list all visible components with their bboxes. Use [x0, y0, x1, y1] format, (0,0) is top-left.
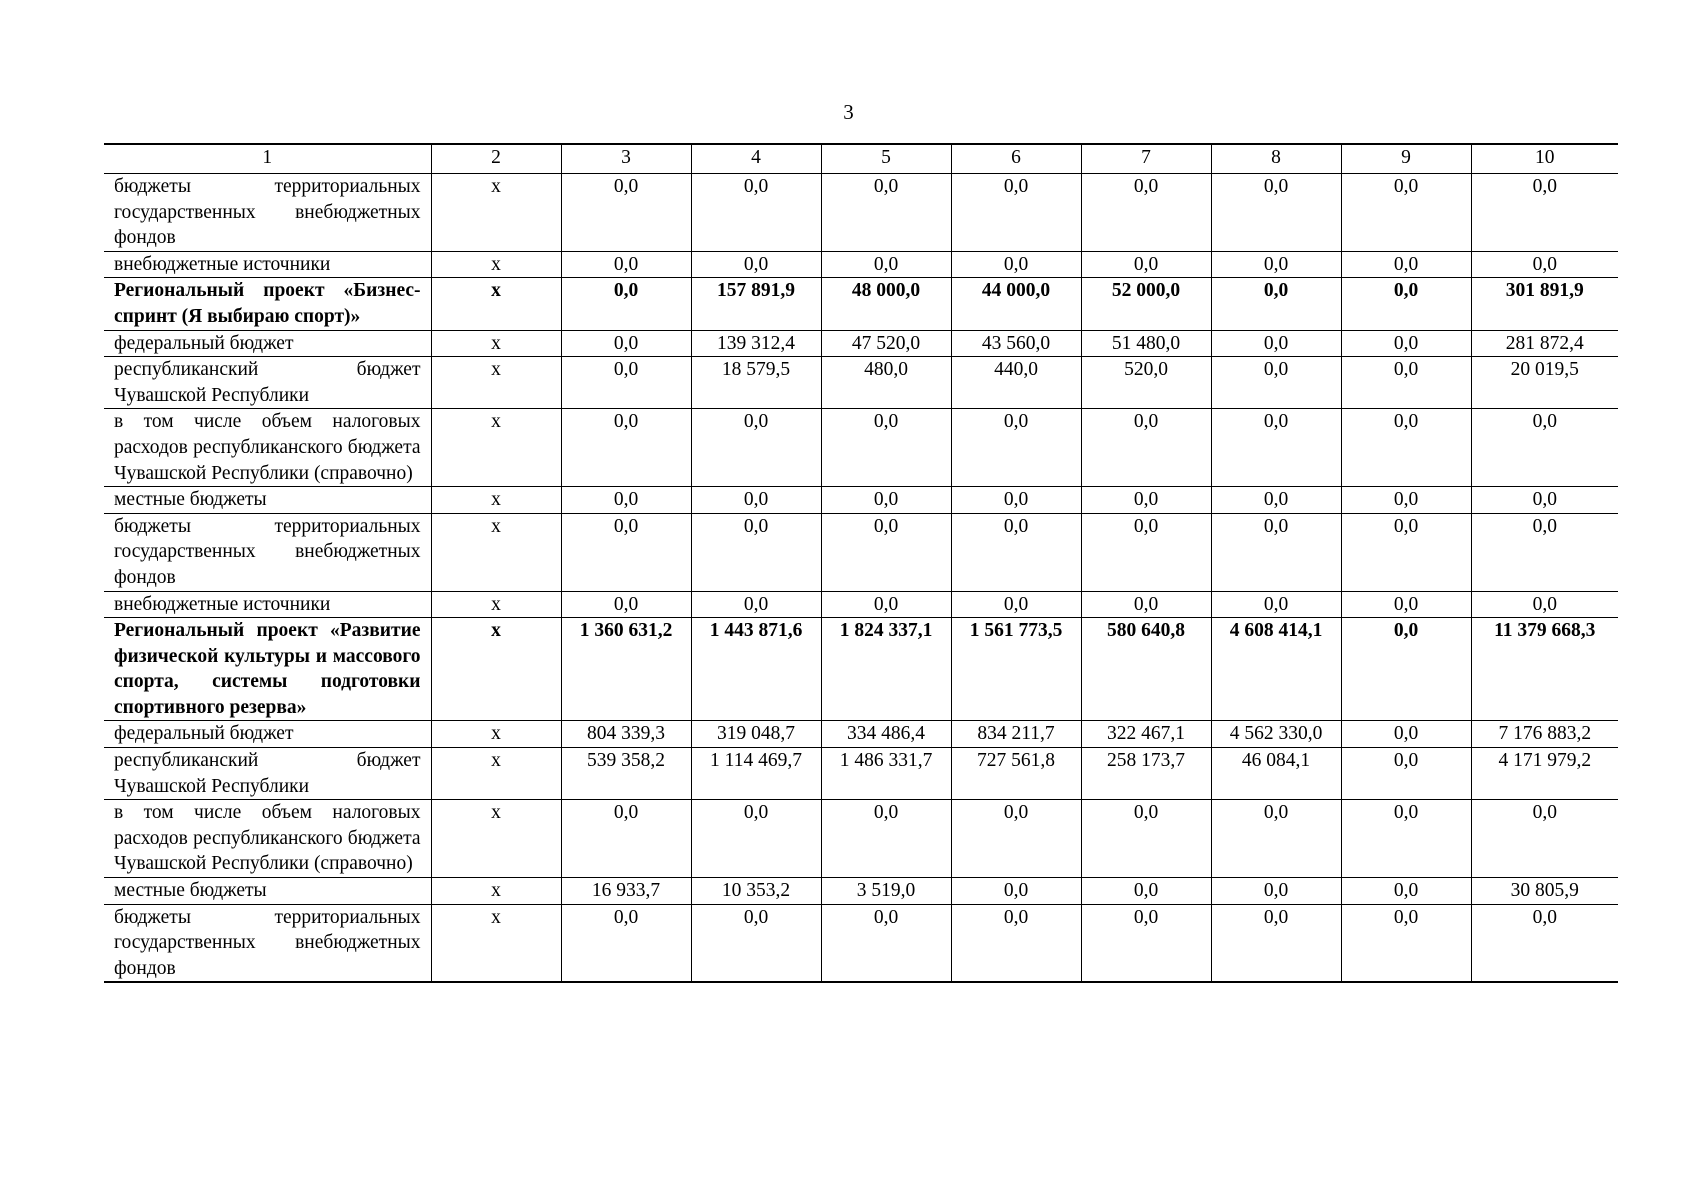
- value-cell-col-2: х: [431, 904, 561, 982]
- value-cell-col-10: 0,0: [1471, 251, 1618, 278]
- table-row: [104, 878, 1618, 905]
- value-cell-col-6: 0,0: [951, 251, 1081, 278]
- value-cell-col-6: 440,0: [951, 357, 1081, 409]
- row-label-cell: федеральный бюджет: [104, 721, 431, 748]
- row-label-cell: Региональный проект «Развитие физической культуры и массового спорта, системы подготовки спортивного резерва»: [104, 618, 431, 721]
- value-cell-col-3: 0,0: [561, 800, 691, 878]
- value-cell-col-6: 0,0: [951, 409, 1081, 487]
- value-cell-col-10: 0,0: [1471, 591, 1618, 618]
- value-cell-col-4: 10 353,2: [691, 878, 821, 905]
- row-label-cell: внебюджетные источники: [104, 591, 431, 618]
- value-cell-col-9: 0,0: [1341, 357, 1471, 409]
- value-cell-col-9: 0,0: [1341, 904, 1471, 982]
- value-cell-col-5: 1 824 337,1: [821, 618, 951, 721]
- value-cell-col-3: 804 339,3: [561, 721, 691, 748]
- value-cell-col-3: 0,0: [561, 278, 691, 330]
- budget-table: [104, 143, 1618, 983]
- header-cell-10: 10: [1471, 144, 1618, 174]
- value-cell-col-2: х: [431, 878, 561, 905]
- value-cell-col-9: 0,0: [1341, 748, 1471, 800]
- value-cell-col-9: 0,0: [1341, 278, 1471, 330]
- value-cell-col-8: 0,0: [1211, 487, 1341, 514]
- value-cell-col-5: 0,0: [821, 904, 951, 982]
- value-cell-col-3: 1 360 631,2: [561, 618, 691, 721]
- value-cell-col-10: 0,0: [1471, 174, 1618, 252]
- header-cell-1: 1: [104, 144, 431, 174]
- row-label-cell: местные бюджеты: [104, 878, 431, 905]
- table-row: [104, 251, 1618, 278]
- row-label-cell: бюджеты территориальных государственных внебюджетных фондов: [104, 513, 431, 591]
- value-cell-col-10: 0,0: [1471, 513, 1618, 591]
- value-cell-col-2: х: [431, 513, 561, 591]
- value-cell-col-4: 319 048,7: [691, 721, 821, 748]
- value-cell-col-9: 0,0: [1341, 591, 1471, 618]
- value-cell-col-4: 0,0: [691, 251, 821, 278]
- header-cell-8: 8: [1211, 144, 1341, 174]
- value-cell-col-8: 0,0: [1211, 174, 1341, 252]
- value-cell-col-3: 0,0: [561, 409, 691, 487]
- value-cell-col-4: 18 579,5: [691, 357, 821, 409]
- value-cell-col-7: 0,0: [1081, 487, 1211, 514]
- page-number: 3: [843, 100, 854, 124]
- value-cell-col-10: 0,0: [1471, 800, 1618, 878]
- value-cell-col-6: 834 211,7: [951, 721, 1081, 748]
- table-row: [104, 721, 1618, 748]
- row-label-cell: в том числе объем налоговых расходов республиканского бюджета Чувашской Республики (справочно): [104, 409, 431, 487]
- table-row: [104, 591, 1618, 618]
- value-cell-col-6: 0,0: [951, 591, 1081, 618]
- value-cell-col-4: 1 114 469,7: [691, 748, 821, 800]
- value-cell-col-8: 0,0: [1211, 330, 1341, 357]
- row-label-cell: бюджеты территориальных государственных внебюджетных фондов: [104, 174, 431, 252]
- value-cell-col-8: 0,0: [1211, 357, 1341, 409]
- value-cell-col-9: 0,0: [1341, 800, 1471, 878]
- value-cell-col-3: 0,0: [561, 904, 691, 982]
- value-cell-col-7: 51 480,0: [1081, 330, 1211, 357]
- value-cell-col-4: 157 891,9: [691, 278, 821, 330]
- value-cell-col-10: 11 379 668,3: [1471, 618, 1618, 721]
- value-cell-col-8: 0,0: [1211, 251, 1341, 278]
- value-cell-col-2: х: [431, 330, 561, 357]
- value-cell-col-4: 139 312,4: [691, 330, 821, 357]
- value-cell-col-5: 3 519,0: [821, 878, 951, 905]
- value-cell-col-5: 480,0: [821, 357, 951, 409]
- table-row: [104, 357, 1618, 409]
- table-row: [104, 487, 1618, 514]
- value-cell-col-4: 0,0: [691, 174, 821, 252]
- value-cell-col-2: х: [431, 748, 561, 800]
- row-label-cell: бюджеты территориальных государственных внебюджетных фондов: [104, 904, 431, 982]
- value-cell-col-8: 4 562 330,0: [1211, 721, 1341, 748]
- value-cell-col-7: 258 173,7: [1081, 748, 1211, 800]
- value-cell-col-7: 0,0: [1081, 409, 1211, 487]
- table-row: [104, 278, 1618, 330]
- value-cell-col-8: 0,0: [1211, 409, 1341, 487]
- value-cell-col-3: 0,0: [561, 251, 691, 278]
- value-cell-col-10: 0,0: [1471, 487, 1618, 514]
- row-label-cell: Региональный проект «Бизнес-спринт (Я выбираю спорт)»: [104, 278, 431, 330]
- value-cell-col-4: 1 443 871,6: [691, 618, 821, 721]
- value-cell-col-9: 0,0: [1341, 409, 1471, 487]
- value-cell-col-7: 52 000,0: [1081, 278, 1211, 330]
- value-cell-col-7: 0,0: [1081, 251, 1211, 278]
- value-cell-col-7: 0,0: [1081, 800, 1211, 878]
- value-cell-col-2: х: [431, 721, 561, 748]
- value-cell-col-9: 0,0: [1341, 721, 1471, 748]
- value-cell-col-10: 0,0: [1471, 409, 1618, 487]
- value-cell-col-5: 1 486 331,7: [821, 748, 951, 800]
- value-cell-col-6: 0,0: [951, 174, 1081, 252]
- value-cell-col-7: 520,0: [1081, 357, 1211, 409]
- value-cell-col-3: 0,0: [561, 357, 691, 409]
- value-cell-col-3: 0,0: [561, 513, 691, 591]
- value-cell-col-2: х: [431, 618, 561, 721]
- value-cell-col-10: 30 805,9: [1471, 878, 1618, 905]
- value-cell-col-8: 0,0: [1211, 800, 1341, 878]
- value-cell-col-4: 0,0: [691, 800, 821, 878]
- value-cell-col-9: 0,0: [1341, 878, 1471, 905]
- value-cell-col-5: 0,0: [821, 591, 951, 618]
- value-cell-col-8: 4 608 414,1: [1211, 618, 1341, 721]
- row-label-cell: внебюджетные источники: [104, 251, 431, 278]
- value-cell-col-8: 0,0: [1211, 904, 1341, 982]
- value-cell-col-5: 334 486,4: [821, 721, 951, 748]
- value-cell-col-6: 0,0: [951, 800, 1081, 878]
- row-label-cell: в том числе объем налоговых расходов республиканского бюджета Чувашской Республики (справочно): [104, 800, 431, 878]
- value-cell-col-10: 7 176 883,2: [1471, 721, 1618, 748]
- header-cell-6: 6: [951, 144, 1081, 174]
- value-cell-col-9: 0,0: [1341, 330, 1471, 357]
- value-cell-col-5: 0,0: [821, 409, 951, 487]
- value-cell-col-3: 0,0: [561, 591, 691, 618]
- value-cell-col-6: 0,0: [951, 904, 1081, 982]
- header-cell-5: 5: [821, 144, 951, 174]
- value-cell-col-7: 0,0: [1081, 904, 1211, 982]
- row-label-cell: местные бюджеты: [104, 487, 431, 514]
- value-cell-col-8: 0,0: [1211, 878, 1341, 905]
- value-cell-col-4: 0,0: [691, 409, 821, 487]
- value-cell-col-4: 0,0: [691, 487, 821, 514]
- value-cell-col-2: х: [431, 251, 561, 278]
- table-row: [104, 618, 1618, 721]
- value-cell-col-6: 43 560,0: [951, 330, 1081, 357]
- value-cell-col-5: 0,0: [821, 513, 951, 591]
- value-cell-col-5: 0,0: [821, 174, 951, 252]
- table-row: [104, 800, 1618, 878]
- value-cell-col-2: х: [431, 487, 561, 514]
- value-cell-col-7: 0,0: [1081, 174, 1211, 252]
- value-cell-col-5: 47 520,0: [821, 330, 951, 357]
- table-row: [104, 513, 1618, 591]
- value-cell-col-10: 0,0: [1471, 904, 1618, 982]
- header-cell-2: 2: [431, 144, 561, 174]
- header-cell-9: 9: [1341, 144, 1471, 174]
- value-cell-col-10: 4 171 979,2: [1471, 748, 1618, 800]
- value-cell-col-4: 0,0: [691, 513, 821, 591]
- value-cell-col-7: 0,0: [1081, 513, 1211, 591]
- value-cell-col-5: 0,0: [821, 487, 951, 514]
- value-cell-col-6: 0,0: [951, 878, 1081, 905]
- value-cell-col-5: 48 000,0: [821, 278, 951, 330]
- value-cell-col-2: х: [431, 591, 561, 618]
- table-header-row: [104, 144, 1618, 174]
- value-cell-col-10: 20 019,5: [1471, 357, 1618, 409]
- value-cell-col-9: 0,0: [1341, 251, 1471, 278]
- header-cell-4: 4: [691, 144, 821, 174]
- table-row: [104, 748, 1618, 800]
- value-cell-col-6: 0,0: [951, 513, 1081, 591]
- value-cell-col-4: 0,0: [691, 591, 821, 618]
- value-cell-col-2: х: [431, 278, 561, 330]
- value-cell-col-9: 0,0: [1341, 618, 1471, 721]
- row-label-cell: республиканский бюджет Чувашской Республики: [104, 357, 431, 409]
- value-cell-col-9: 0,0: [1341, 174, 1471, 252]
- value-cell-col-2: х: [431, 174, 561, 252]
- value-cell-col-8: 0,0: [1211, 278, 1341, 330]
- value-cell-col-5: 0,0: [821, 251, 951, 278]
- value-cell-col-6: 44 000,0: [951, 278, 1081, 330]
- value-cell-col-3: 0,0: [561, 330, 691, 357]
- value-cell-col-3: 0,0: [561, 487, 691, 514]
- value-cell-col-7: 0,0: [1081, 591, 1211, 618]
- value-cell-col-2: х: [431, 409, 561, 487]
- value-cell-col-6: 0,0: [951, 487, 1081, 514]
- value-cell-col-3: 0,0: [561, 174, 691, 252]
- header-cell-3: 3: [561, 144, 691, 174]
- value-cell-col-4: 0,0: [691, 904, 821, 982]
- value-cell-col-8: 46 084,1: [1211, 748, 1341, 800]
- value-cell-col-7: 0,0: [1081, 878, 1211, 905]
- header-cell-7: 7: [1081, 144, 1211, 174]
- value-cell-col-7: 580 640,8: [1081, 618, 1211, 721]
- value-cell-col-2: х: [431, 357, 561, 409]
- value-cell-col-9: 0,0: [1341, 487, 1471, 514]
- value-cell-col-2: х: [431, 800, 561, 878]
- value-cell-col-7: 322 467,1: [1081, 721, 1211, 748]
- table-row: [104, 904, 1618, 982]
- value-cell-col-3: 16 933,7: [561, 878, 691, 905]
- table-row: [104, 409, 1618, 487]
- value-cell-col-5: 0,0: [821, 800, 951, 878]
- table-row: [104, 330, 1618, 357]
- value-cell-col-8: 0,0: [1211, 513, 1341, 591]
- row-label-cell: республиканский бюджет Чувашской Республики: [104, 748, 431, 800]
- value-cell-col-6: 1 561 773,5: [951, 618, 1081, 721]
- table-body: [104, 144, 1618, 982]
- value-cell-col-8: 0,0: [1211, 591, 1341, 618]
- row-label-cell: федеральный бюджет: [104, 330, 431, 357]
- table-row: [104, 174, 1618, 252]
- value-cell-col-9: 0,0: [1341, 513, 1471, 591]
- value-cell-col-10: 281 872,4: [1471, 330, 1618, 357]
- value-cell-col-10: 301 891,9: [1471, 278, 1618, 330]
- value-cell-col-6: 727 561,8: [951, 748, 1081, 800]
- value-cell-col-3: 539 358,2: [561, 748, 691, 800]
